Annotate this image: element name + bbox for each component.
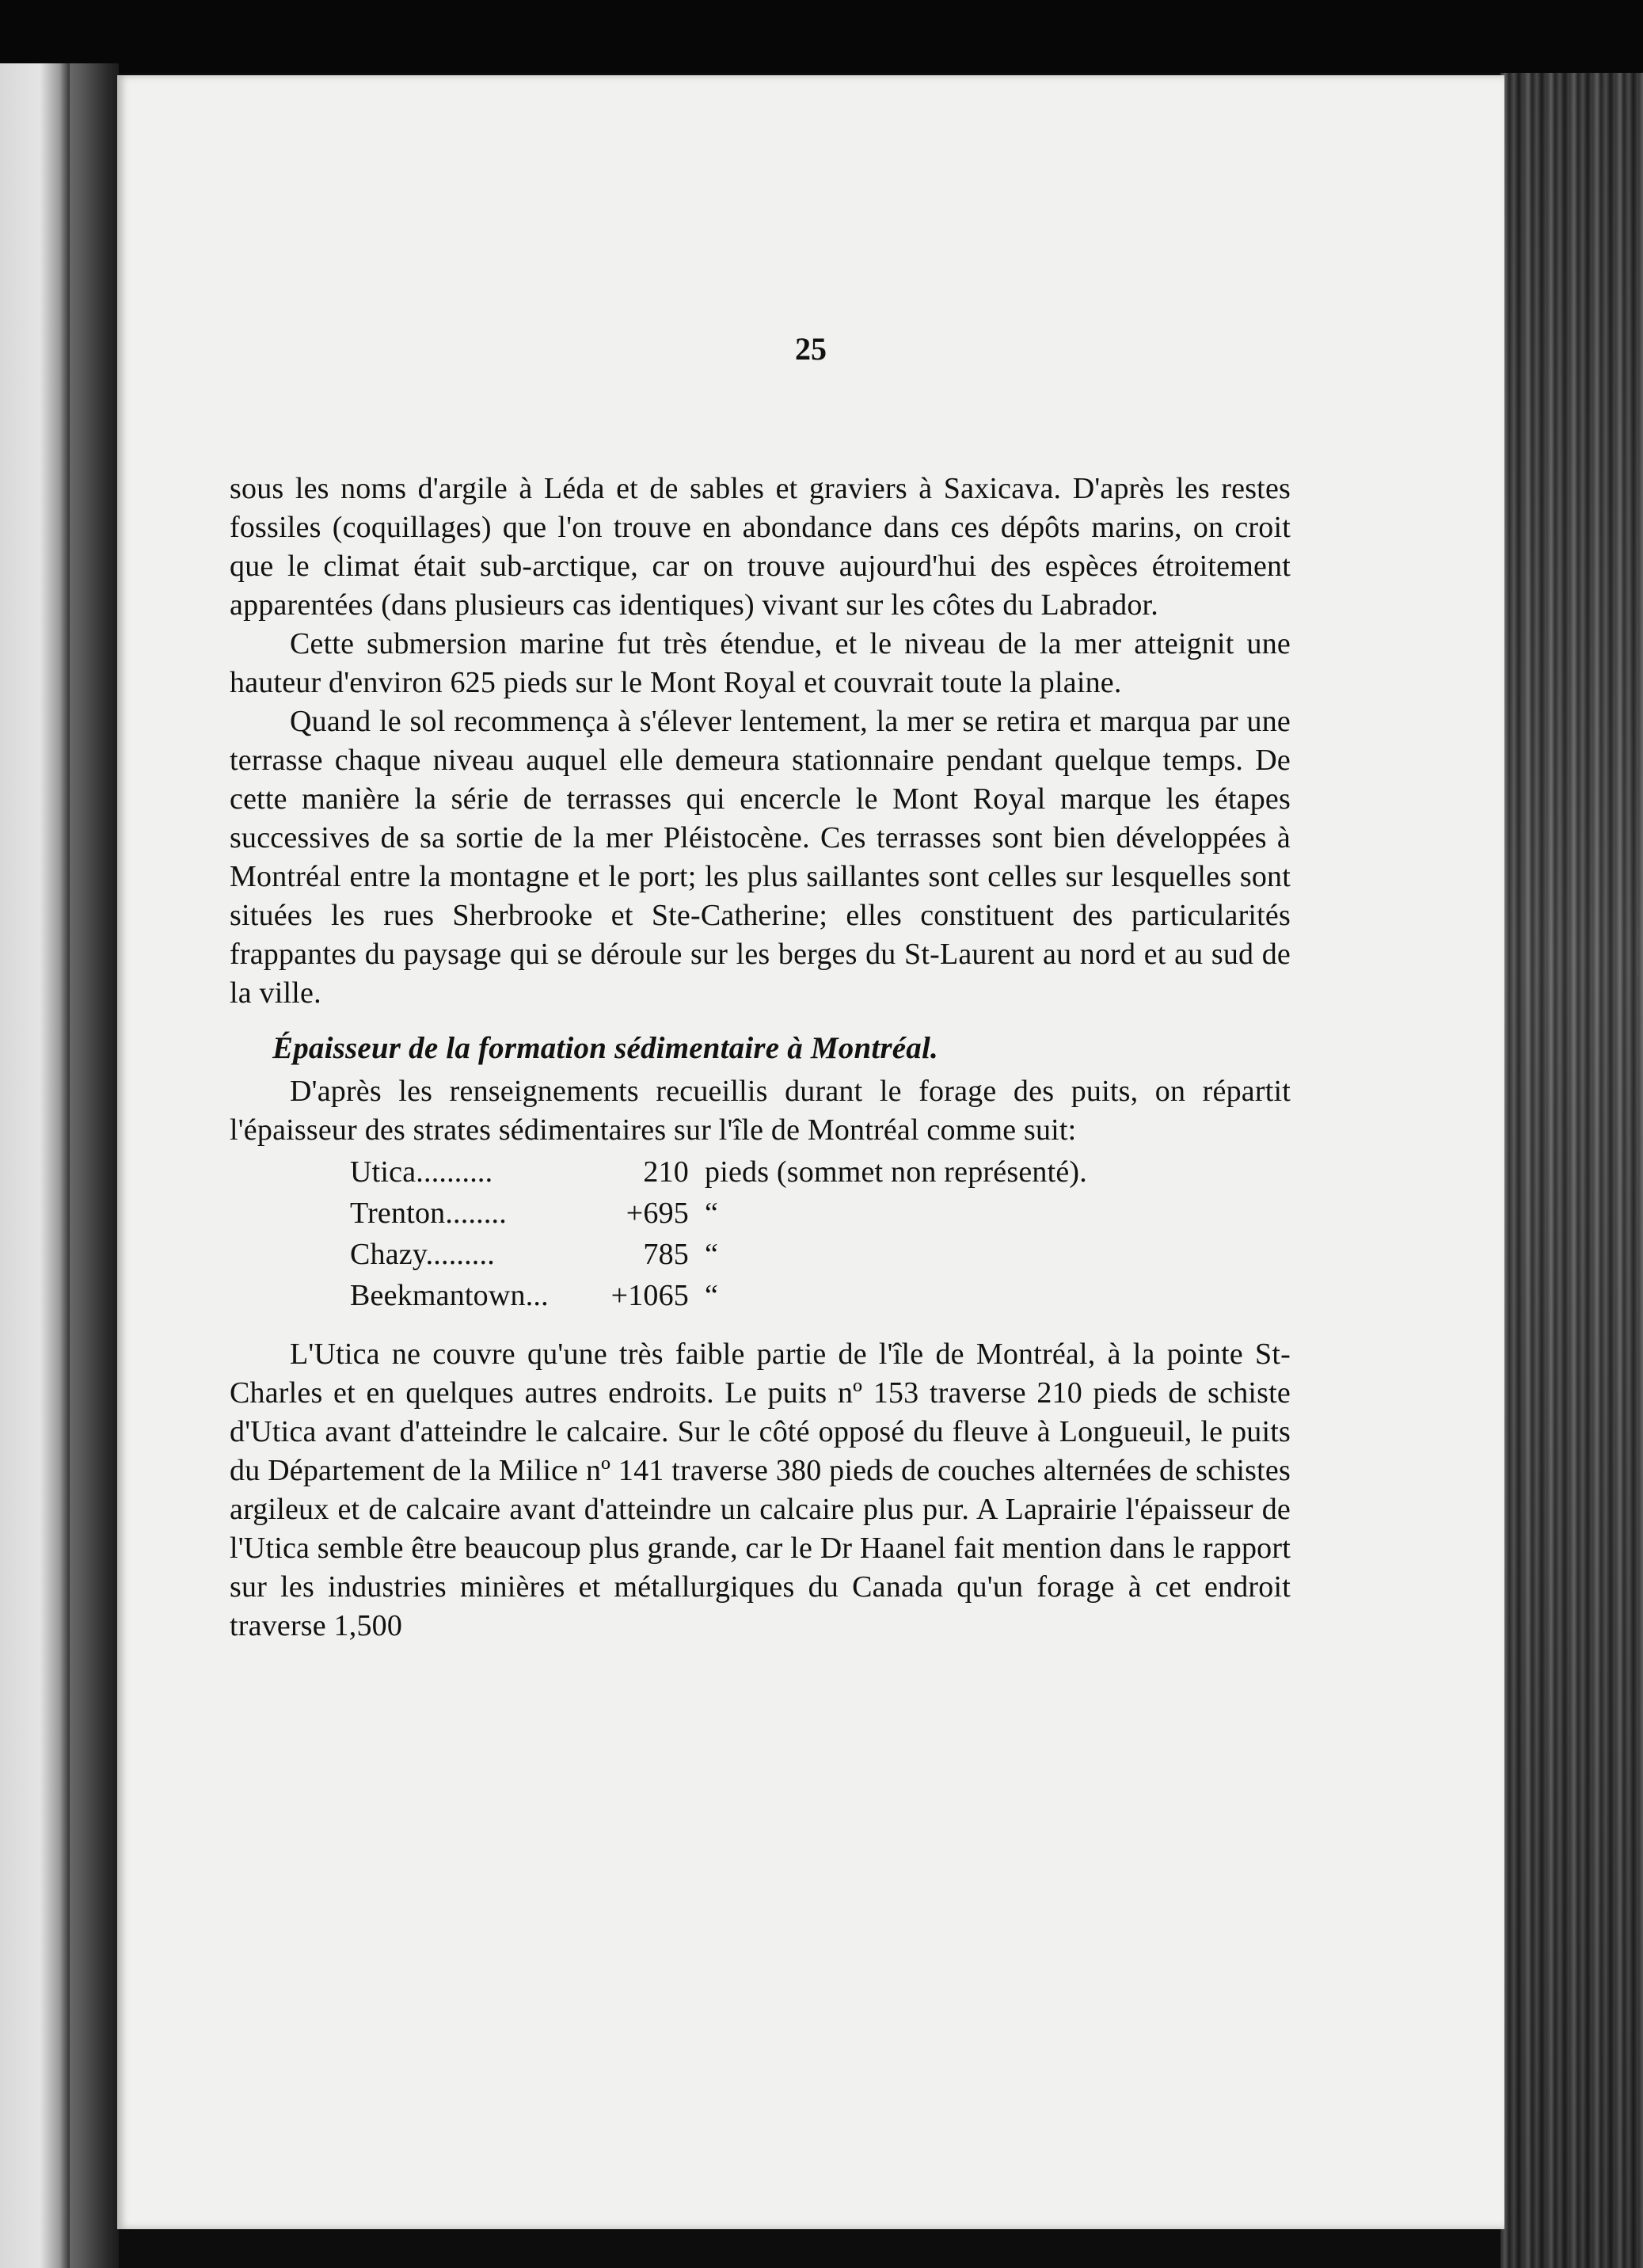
book-page bbox=[117, 75, 1504, 2229]
strata-thickness: 210 bbox=[643, 1155, 689, 1189]
page-body bbox=[230, 470, 1291, 1646]
strata-name: Utica.......... bbox=[350, 1155, 493, 1189]
strata-row bbox=[230, 1153, 1291, 1194]
strata-unit: pieds (sommet non représenté). bbox=[705, 1155, 1087, 1189]
paragraph-intro: D'après les renseignements recueillis durant le forage des puits, on répartit l'épaisseur des strates sédimentaires sur l'île de Montréal comme suit: bbox=[230, 1075, 1291, 1147]
strata-unit: “ bbox=[705, 1238, 719, 1271]
strata-row bbox=[230, 1277, 1291, 1318]
strata-row bbox=[230, 1194, 1291, 1235]
paragraph-1: sous les noms d'argile à Léda et de sables et graviers à Saxicava. D'après les restes fossiles (coquillages) que l'on trouve en abondance dans ces dépôts marins, on croit que le climat était sub-arctique, car on trouve aujourd'hui des espèces étroitement apparentées (dans plusieurs cas identiques) vivant sur les côtes du Labrador. bbox=[230, 472, 1291, 622]
previous-page-edge bbox=[0, 63, 70, 2268]
strata-row bbox=[230, 1235, 1291, 1277]
section-heading: Épaisseur de la formation sédimentaire à Montréal. bbox=[272, 1031, 938, 1065]
strata-unit: “ bbox=[705, 1279, 719, 1312]
strata-thickness: +1065 bbox=[610, 1279, 689, 1312]
paragraph-2: Cette submersion marine fut très étendue, et le niveau de la mer atteignit une hauteur d'environ 625 pieds sur le Mont Royal et couvrait toute la plaine. bbox=[230, 627, 1291, 699]
strata-name: Chazy......... bbox=[350, 1238, 495, 1271]
strata-thickness: +695 bbox=[626, 1197, 689, 1230]
strata-name: Trenton........ bbox=[350, 1197, 507, 1230]
scan-top-border bbox=[0, 0, 1643, 73]
paragraph-utica: L'Utica ne couvre qu'une très faible partie de l'île de Montréal, à la pointe St-Charles et en quelques autres endroits. Le puits nº 153 traverse 210 pieds de schiste d'Utica avant d'atteindre le calcaire. Sur le côté opposé du fleuve à Longueuil, le puits du Département de la Milice nº 141 traverse 380 pieds de couches alternées de schistes argileux et de calcaire avant d'atteindre un calcaire plus pur. A Laprairie l'épaisseur de l'Utica semble être beaucoup plus grande, car le Dr Haanel fait mention dans le rapport sur les industries minières et métallurgiques du Canada qu'un forage à cet endroit traverse 1,500 bbox=[230, 1338, 1291, 1642]
strata-name: Beekmantown... bbox=[350, 1279, 549, 1312]
strata-table bbox=[230, 1153, 1291, 1318]
book-edge-right bbox=[1500, 73, 1643, 2268]
page-number: 25 bbox=[795, 331, 827, 367]
strata-thickness: 785 bbox=[643, 1238, 689, 1271]
paragraph-3: Quand le sol recommença à s'élever lentement, la mer se retira et marqua par une terrasse chaque niveau auquel elle demeura stationnaire pendant quelque temps. De cette manière la série de terrasses qui encercle le Mont Royal marque les étapes successives de sa sortie de la mer Pléistocène. Ces terrasses sont bien développées à Montréal entre la montagne et le port; les plus saillantes sont celles sur lesquelles sont situées les rues Sherbrooke et Ste-Catherine; elles constituent des particularités frappantes du paysage qui se déroule sur les berges du St-Laurent au nord et au sud de la ville. bbox=[230, 705, 1291, 1010]
strata-unit: “ bbox=[705, 1197, 719, 1230]
